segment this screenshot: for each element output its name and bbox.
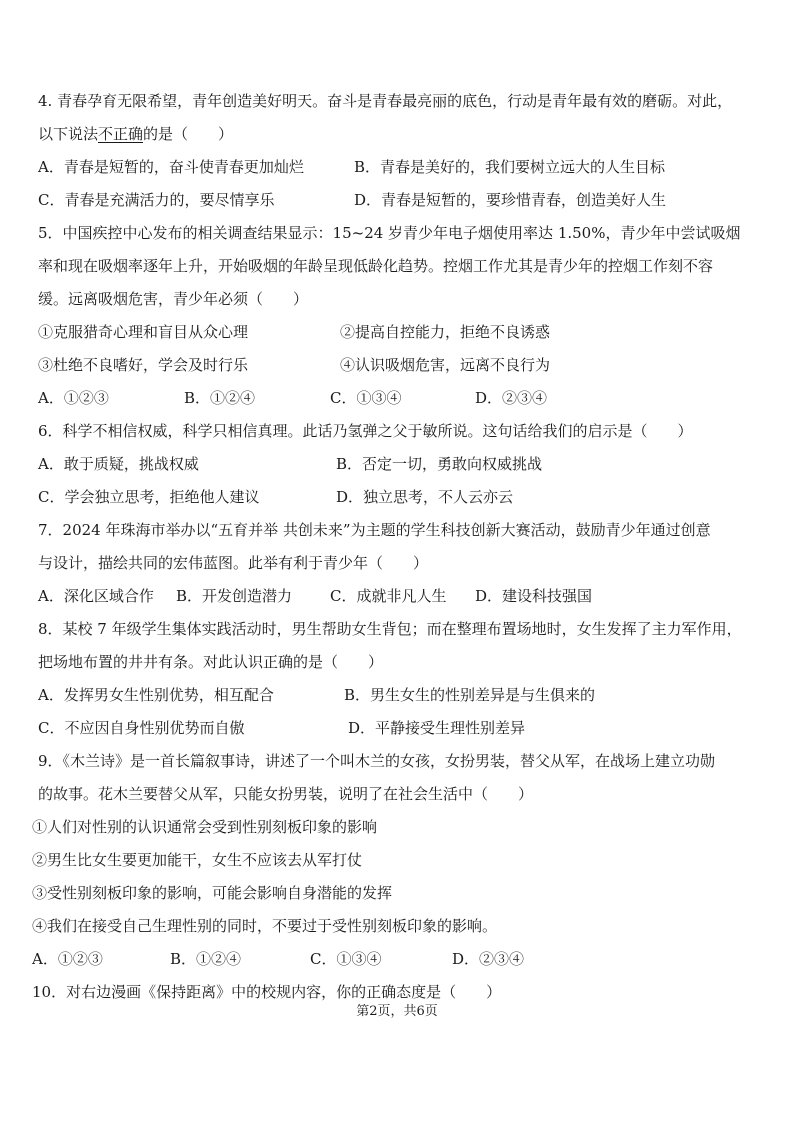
q4-stem-emphasis: 不正确 — [98, 125, 144, 143]
q5-item-3: ③杜绝不良嗜好，学会及时行乐 — [38, 356, 249, 374]
q9-option-a: A．①②③ — [32, 950, 103, 968]
q4-option-d: D．青春是短暂的，要珍惜青春，创造美好人生 — [354, 191, 667, 209]
page-footer: 第2页，共6页 — [356, 1004, 438, 1019]
q8-option-d: D．平静接受生理性别差异 — [348, 719, 526, 737]
q4-stem-line-1: 4. 青春孕育无限希望，青年创造美好明天。奋斗是青春最亮丽的底色，行动是青年最有效的磨砺。对此， — [38, 92, 733, 110]
q6-option-c: C．学会独立思考，拒绝他人建议 — [38, 488, 260, 506]
q9-item-4: ④我们在接受自己生理性别的同时，不要过于受性别刻板印象的影响。 — [32, 917, 498, 935]
q5-item-4: ④认识吸烟危害，远离不良行为 — [340, 356, 551, 374]
q7-option-a: A．深化区域合作 — [38, 587, 154, 605]
q10-stem-line-1: 10．对右边漫画《保持距离》中的校规内容，你的正确态度是（ ） — [32, 983, 502, 1001]
q5-option-c: C．①③④ — [330, 389, 402, 407]
q5-item-1: ①克服猎奇心理和盲目从众心理 — [38, 323, 249, 341]
q6-option-a: A．敢于质疑，挑战权威 — [38, 455, 199, 473]
q5-option-b: B．①②④ — [184, 389, 256, 407]
q5-stem-line-1: 5．中国疾控中心发布的相关调查结果显示：15~24 岁青少年电子烟使用率达 1.50%，青少年中尝试吸烟 — [38, 224, 741, 242]
q7-option-d: D．建设科技强国 — [475, 587, 593, 605]
q9-item-1: ①人们对性别的认识通常会受到性别刻板印象的影响 — [32, 818, 378, 836]
q8-option-a: A．发挥男女生性别优势，相互配合 — [38, 686, 274, 704]
q9-option-c: C．①③④ — [310, 950, 382, 968]
q7-option-c: C．成就非凡人生 — [330, 587, 447, 605]
q8-option-b: B．男生女生的性别差异是与生俱来的 — [344, 686, 596, 704]
q6-stem-line-1: 6．科学不相信权威，科学只相信真理。此话乃氢弹之父于敏所说。这句话给我们的启示是（ ） — [38, 422, 693, 440]
q5-option-d: D．②③④ — [475, 389, 548, 407]
q4-stem-pre: 以下说法 — [38, 125, 99, 143]
q9-item-2: ②男生比女生要更加能干，女生不应该去从军打仗 — [32, 851, 363, 869]
q5-stem-line-2: 率和现在吸烟率逐年上升，开始吸烟的年龄呈现低龄化趋势。控烟工作尤其是青少年的控烟工作刻不容 — [38, 257, 714, 275]
q9-stem-line-2: 的故事。花木兰要替父从军，只能女扮男装，说明了在社会生活中（ ） — [38, 785, 534, 803]
q5-stem-line-3: 缓。远离吸烟危害，青少年必须（ ） — [38, 290, 309, 308]
q9-option-b: B．①②④ — [170, 950, 242, 968]
q4-option-c: C．青春是充满活力的，要尽情享乐 — [38, 191, 275, 209]
q7-stem-line-2: 与设计，描绘共同的宏伟蓝图。此举有利于青少年（ ） — [38, 554, 429, 572]
q8-stem-line-2: 把场地布置的井井有条。对此认识正确的是（ ） — [38, 653, 384, 671]
q4-option-b: B．青春是美好的，我们要树立远大的人生目标 — [354, 158, 666, 176]
q5-option-a: A．①②③ — [38, 389, 109, 407]
q9-option-d: D．②③④ — [452, 950, 525, 968]
q5-item-2: ②提高自控能力，拒绝不良诱惑 — [340, 323, 551, 341]
q4-stem-post: 的是（ ） — [143, 125, 234, 143]
q6-option-b: B．否定一切，勇敢向权威挑战 — [336, 455, 543, 473]
q4-stem-line-2 — [38, 124, 233, 144]
q4-option-a: A．青春是短暂的，奋斗使青春更加灿烂 — [38, 158, 304, 176]
q9-item-3: ③受性别刻板印象的影响，可能会影响自身潜能的发挥 — [32, 884, 393, 902]
q8-stem-line-1: 8．某校 7 年级学生集体实践活动时，男生帮助女生背包；而在整理布置场地时，女生发挥了主力军作用， — [38, 620, 742, 638]
q9-stem-line-1: 9．《木兰诗》是一首长篇叙事诗，讲述了一个叫木兰的女孩，女扮男装，替父从军，在战场上建立功勋 — [38, 752, 716, 770]
q7-option-b: B．开发创造潜力 — [176, 587, 293, 605]
q7-stem-line-1: 7．2024 年珠海市举办以“五育并举 共创未来”为主题的学生科技创新大赛活动，鼓励青少年通过创意 — [38, 521, 711, 539]
q8-option-c: C．不应因自身性别优势而自傲 — [38, 719, 245, 737]
q6-option-d: D．独立思考，不人云亦云 — [336, 488, 514, 506]
